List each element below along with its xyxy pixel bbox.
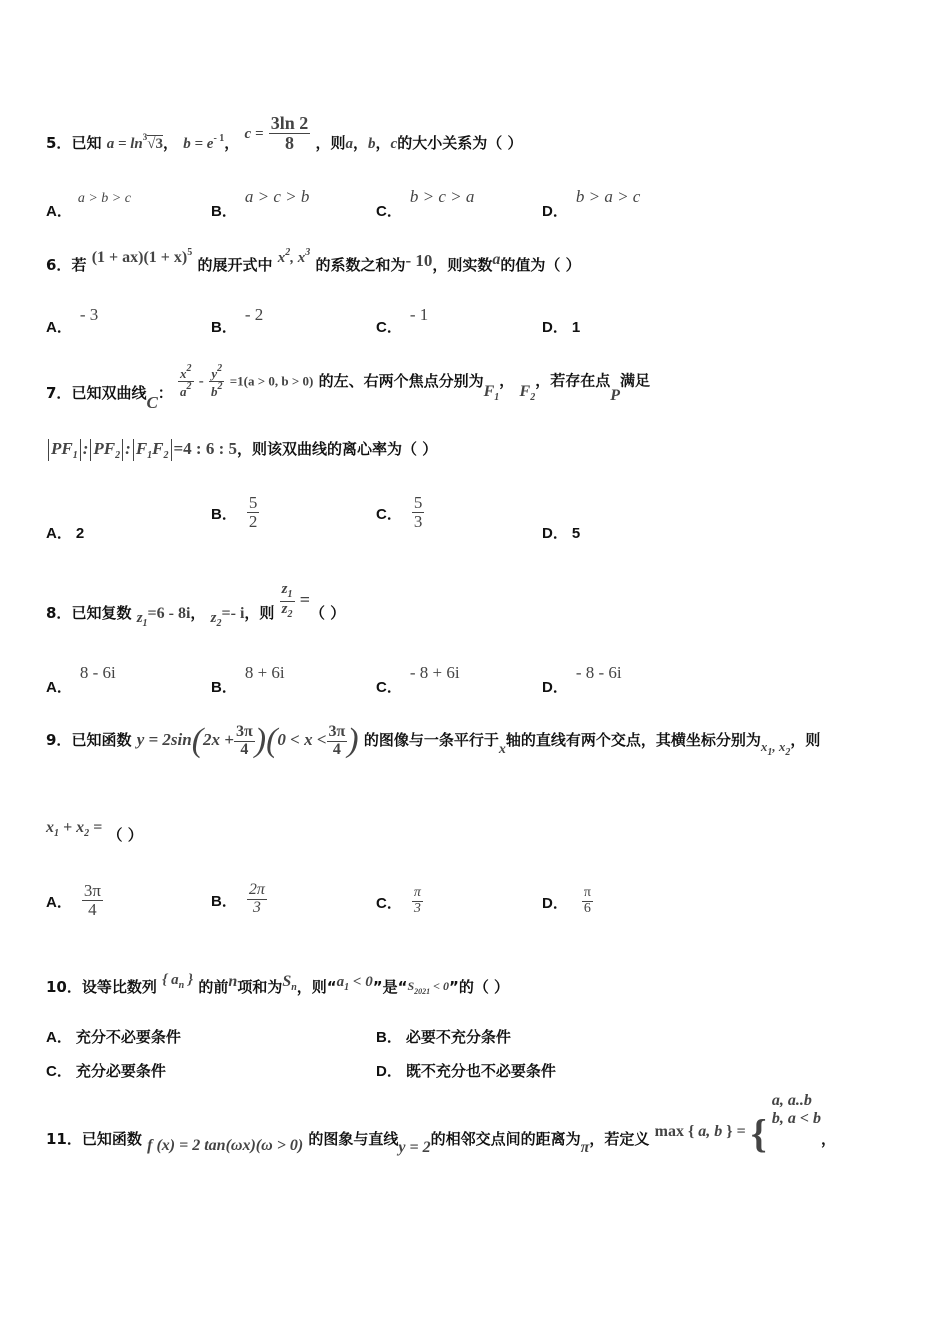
- q7-number: 7．: [46, 383, 72, 402]
- q9-option-a[interactable]: A． $\frac{3\pi}{4}$: [46, 881, 101, 919]
- q5-option-c[interactable]: C．b > c > a: [376, 187, 475, 220]
- q6-stem: 6．若 $(1 + ax)(1 + x)^5$ 的展开式中 $x^2$, $x^3$ 的系数之和为- 10，则实数a的值为（ ）: [46, 247, 581, 274]
- q8-option-d[interactable]: D．- 8 - 6i: [542, 663, 622, 696]
- q9-option-b[interactable]: B． $\frac{2\pi}{3}$: [211, 881, 265, 916]
- q10-option-d[interactable]: D． 既不充分也不必要条件: [376, 1062, 556, 1080]
- q7-option-b[interactable]: B． $\frac{5}{2}$: [211, 493, 258, 531]
- q10-sequence: { $a_n$ }: [162, 972, 194, 991]
- q8-option-a[interactable]: A．8 - 6i: [46, 663, 116, 696]
- q7-x-term: $\frac{x^2}{a^2}$: [180, 363, 192, 399]
- q6-option-a[interactable]: A．- 3: [46, 305, 99, 336]
- q7-ratio-line: $PF_1$ : $PF_2$ : $F_1F_2 =4$ : 6 : 5，则该双曲线的离心率为（ ）: [46, 438, 437, 461]
- q9-number: 9．: [46, 730, 72, 749]
- q6-option-c[interactable]: C．- 1: [376, 305, 429, 336]
- q9-sum: $x_1 + x_2$ =: [46, 819, 103, 839]
- q5-c-fraction: $\frac{3\ln 2}{8}$: [270, 113, 309, 153]
- q7-option-c[interactable]: C． $\frac{5}{3}$: [376, 493, 423, 531]
- q8-z2: $z_2$: [210, 609, 222, 629]
- q9-stem: 9．已知函数 y = 2sin(2x + $\frac{3\pi}{4}$ )(0 < x < $\frac{3\pi}{4}$ ) 的图像与一条平行于x轴的直线有两个交点，其横坐标分别为$x_1$, $x_2$，则: [46, 722, 821, 759]
- q5-a-def: a = ln: [106, 135, 143, 152]
- q11-number: 11．: [46, 1130, 82, 1148]
- q10-option-c[interactable]: C． 充分必要条件: [46, 1062, 166, 1080]
- q11-cases: a, a..b b, a < b: [771, 1092, 822, 1127]
- q5-c-def: c =: [244, 125, 264, 142]
- q7-option-d[interactable]: D． 5: [542, 525, 581, 542]
- q5-number: 5．: [46, 133, 72, 152]
- q9-option-c[interactable]: C． $\frac{\pi}{3}$: [376, 885, 421, 916]
- q8-stem: 8．已知复数 $z_1=6 - 8i$， $z_2=-$ i，则 $\frac{z_1}{z_2}$ =（ ）: [46, 581, 346, 629]
- q10-option-a[interactable]: A． 充分不必要条件: [46, 1028, 181, 1046]
- q9-roots: $x_1$, $x_2$: [760, 738, 791, 758]
- q11-stem: 11．已知函数 f (x) = 2 tan(ωx)(ω > 0) 的图象与直线y = 2的相邻交点间的距离为π，若定义 max { a, b } = { a, a..b b, a < b ，: [46, 1092, 837, 1156]
- q5-option-d[interactable]: D．b > a > c: [542, 187, 641, 220]
- q10-number: 10．: [46, 978, 82, 996]
- q7-ratio: $PF_1$ : $PF_2$ : $F_1F_2 =4$ : 6 : 5: [46, 439, 237, 458]
- q5-b-def: b = e: [183, 135, 214, 152]
- q6-option-d[interactable]: D． 1: [542, 319, 581, 336]
- q5-option-a[interactable]: A．a > b > c: [46, 191, 131, 220]
- q10-option-b[interactable]: B． 必要不充分条件: [376, 1028, 511, 1046]
- q8-z1: $z_1$: [136, 609, 148, 629]
- q6-number: 6．: [46, 256, 72, 274]
- q11-max-definition: max { a, b } =: [654, 1123, 746, 1140]
- q6-expression: $(1 + ax)(1 + x)^5$: [91, 247, 193, 266]
- q7-option-a[interactable]: A． 2: [46, 525, 85, 542]
- q8-number: 8．: [46, 603, 72, 622]
- q5-option-b[interactable]: B．a > c > b: [211, 187, 310, 220]
- q9-option-d[interactable]: D． $\frac{\pi}{6}$: [542, 885, 591, 916]
- q5-stem: 5．已知 $a = \ln^3√3$， $b = e^{- 1}$， c = $\frac{3\ln 2}{8}$ ，则a，b，c的大小关系为（ ）: [46, 113, 523, 153]
- q10-condition-1: $a_1 < 0$: [336, 974, 373, 993]
- q10-condition-2: $S_{2021} < 0$: [407, 979, 449, 996]
- q8-option-b[interactable]: B．8 + 6i: [211, 663, 285, 696]
- q11-function: f (x) = 2 tan(ωx)(ω > 0): [147, 1137, 304, 1154]
- q8-ratio: $\frac{z_1}{z_2}$: [281, 581, 293, 620]
- q6-option-b[interactable]: B．- 2: [211, 305, 264, 336]
- q6-terms: $x^2$, $x^3$: [277, 247, 311, 266]
- q10-stem: 10．设等比数列 { $a_n$ } 的前n项和为$S_n$，则“$a_1 < 0$”是“$S_{2021} < 0$”的（ ）: [46, 972, 510, 996]
- q7-stem: 7．已知双曲线C： $\frac{x^2}{a^2}$ - $\frac{y^2}{b^2}$ =1(a > 0, b > 0) 的左、右两个焦点分别为$F_1$， $F_2$，若存在点P满足: [46, 363, 651, 412]
- q9-sum-line: $x_1 + x_2$ = （ ）: [46, 819, 143, 844]
- q7-y-term: $\frac{y^2}{b^2}$: [211, 363, 223, 399]
- q9-function: y = 2sin(2x + $\frac{3\pi}{4}$ )(0 < x < $\frac{3\pi}{4}$ ): [136, 722, 359, 759]
- q8-option-c[interactable]: C．- 8 + 6i: [376, 663, 460, 696]
